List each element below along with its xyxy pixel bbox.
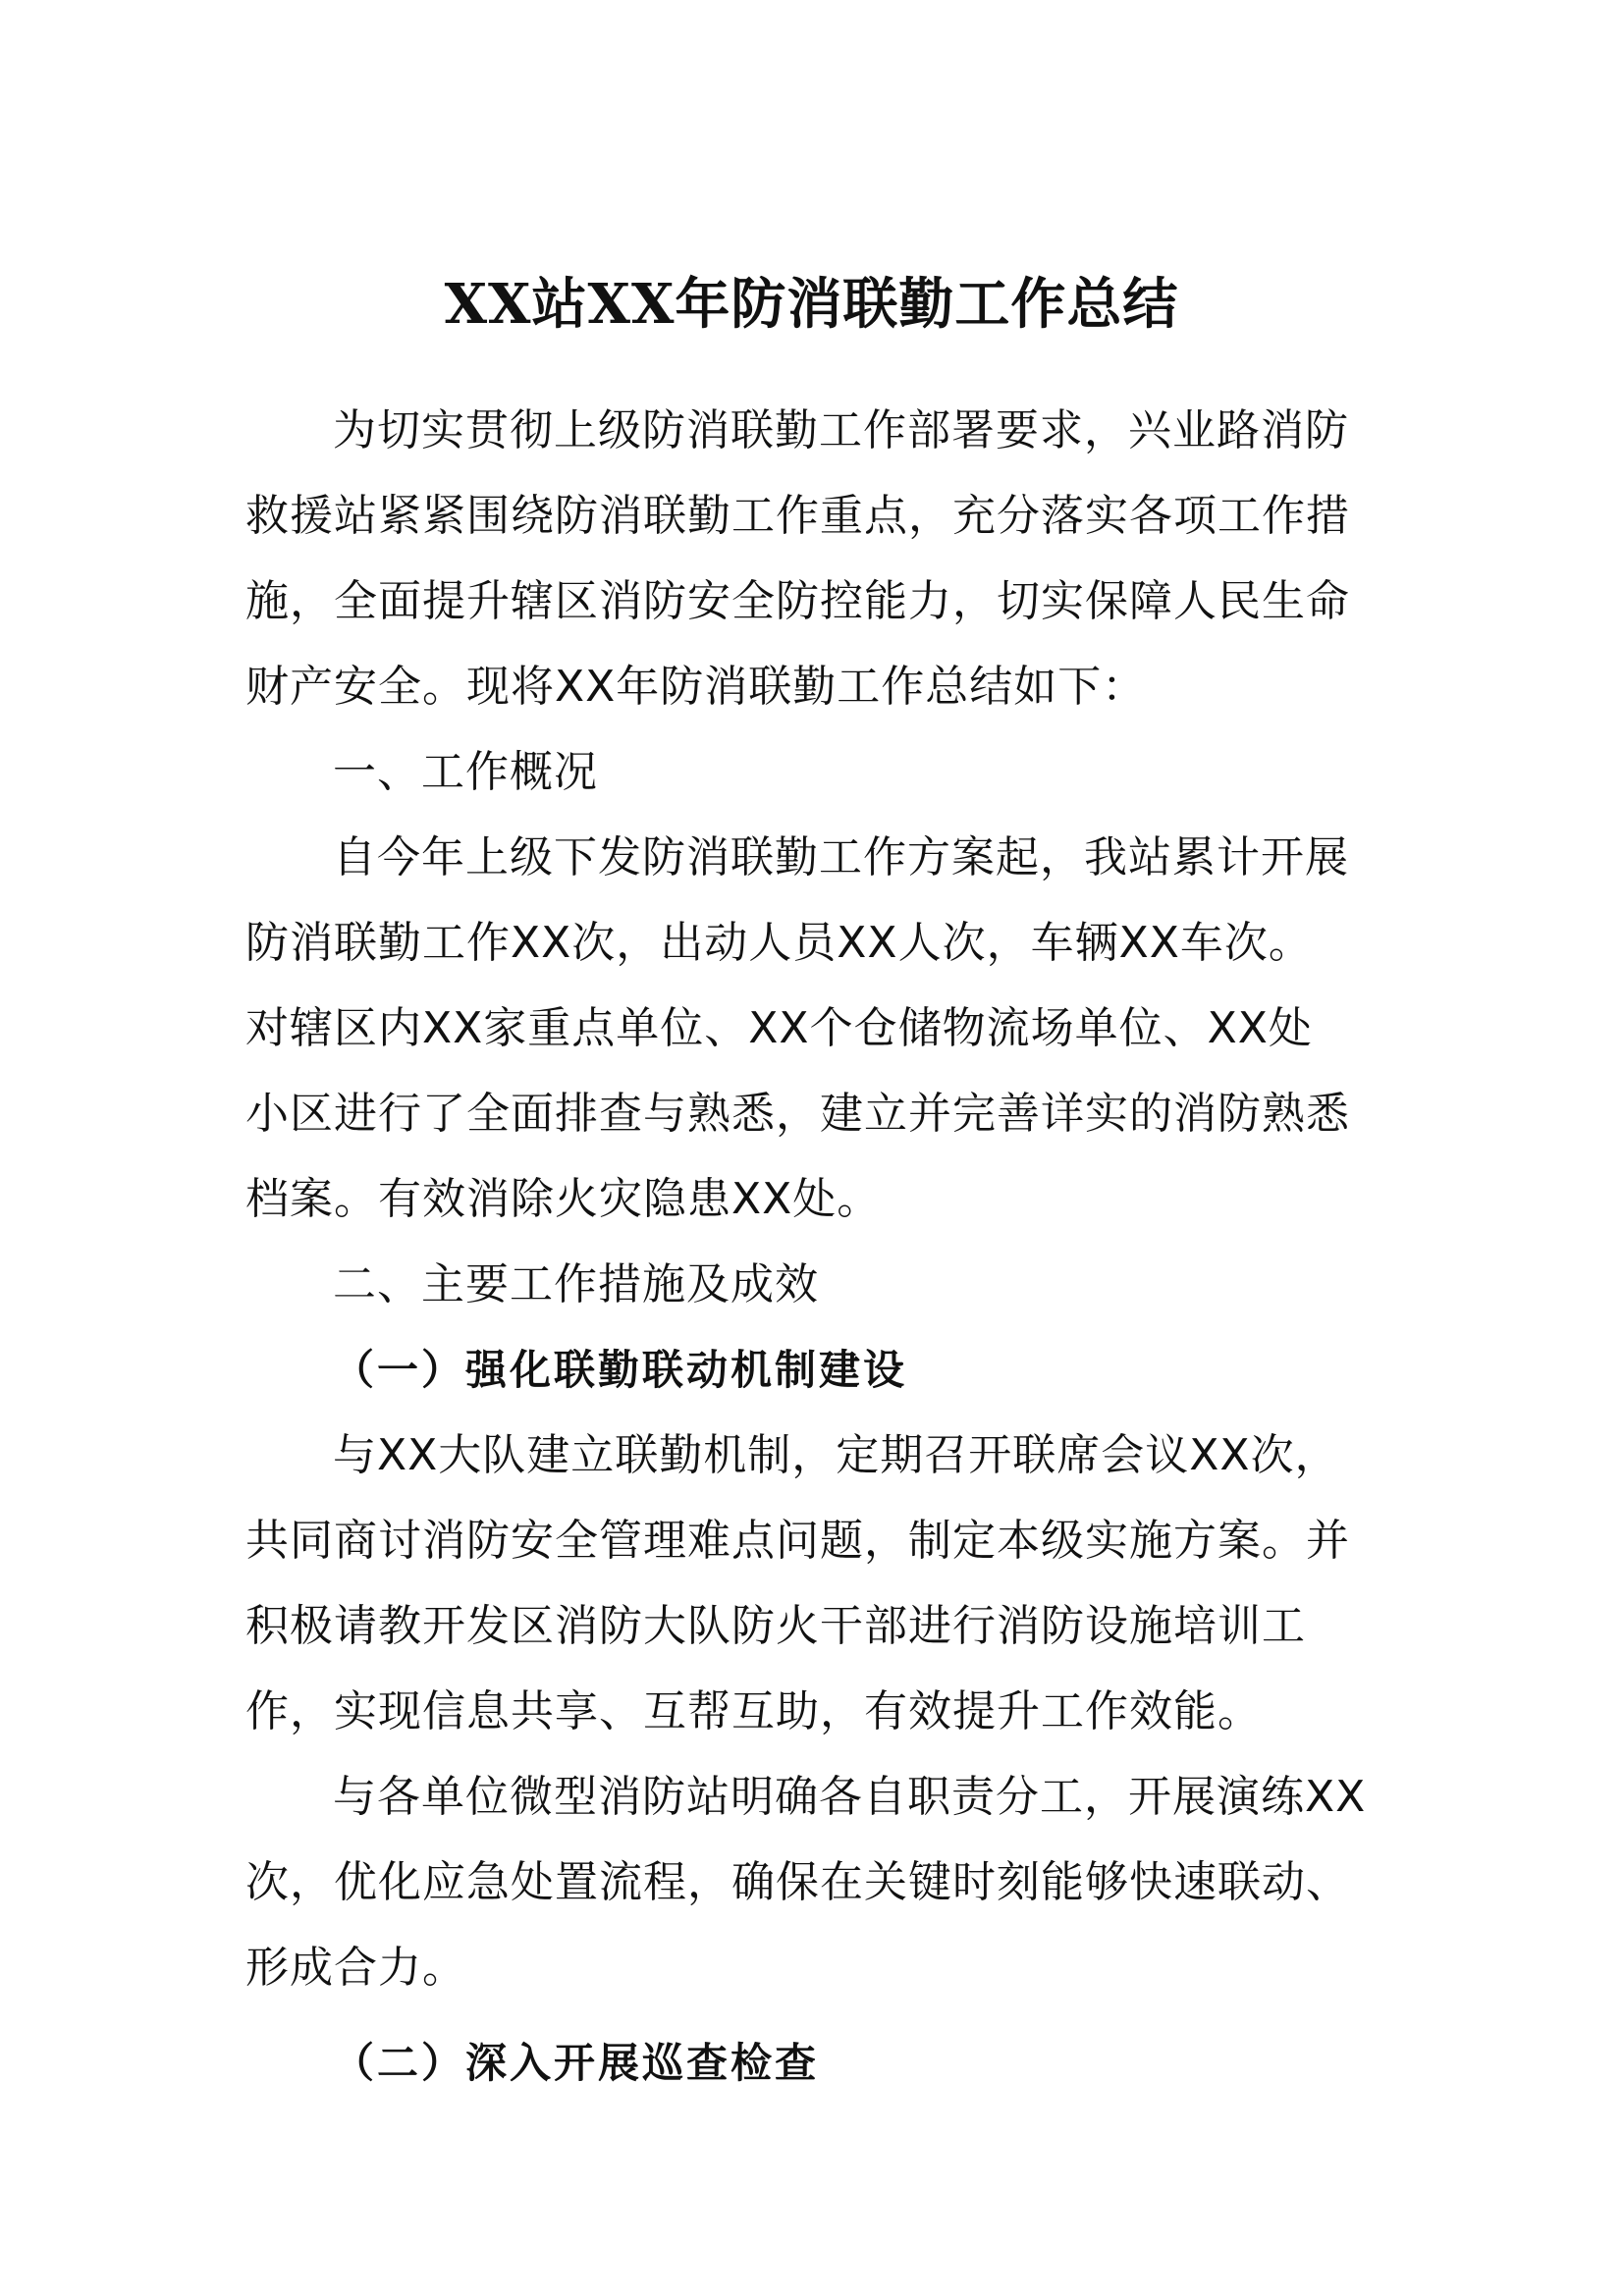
paragraph-line: 共同商讨消防安全管理难点问题，制定本级实施方案。并 bbox=[245, 1516, 1350, 1566]
paragraph-line: 次，优化应急处置流程，确保在关键时刻能够快速联动、 bbox=[245, 1857, 1350, 1907]
section-heading: 一、工作概况 bbox=[333, 747, 598, 797]
paragraph-line: 财产安全。现将XX年防消联勤工作总结如下： bbox=[245, 662, 1147, 712]
paragraph-line: 档案。有效消除火灾隐患XX处。 bbox=[245, 1174, 882, 1224]
spacer bbox=[245, 2010, 1384, 2020]
paragraph-line: 防消联勤工作XX次，出动人员XX人次，车辆XX车次。 bbox=[245, 918, 1313, 968]
paragraph-line: 对辖区内XX家重点单位、XX个仓储物流场单位、XX处 bbox=[245, 1003, 1313, 1053]
paragraph-line: 小区进行了全面排查与熟悉，建立并完善详实的消防熟悉 bbox=[245, 1089, 1350, 1139]
subsection-heading: （二）深入开展巡查检查 bbox=[333, 2039, 820, 2087]
document-body bbox=[245, 388, 1384, 2106]
paragraph-line: 与XX大队建立联勤机制，定期召开联席会议XX次， bbox=[333, 1430, 1339, 1480]
paragraph-line: 形成合力。 bbox=[245, 1943, 466, 1993]
paragraph-line: 积极请教开发区消防大队防火干部进行消防设施培训工 bbox=[245, 1601, 1306, 1651]
document-title: XX站XX年防消联勤工作总结 bbox=[444, 272, 1179, 337]
paragraph-line: 与各单位微型消防站明确各自职责分工，开展演练XX bbox=[333, 1772, 1367, 1822]
paragraph-line: 为切实贯彻上级防消联勤工作部署要求，兴业路消防 bbox=[333, 405, 1349, 455]
paragraph-line: 作，实现信息共享、互帮互助，有效提升工作效能。 bbox=[245, 1686, 1262, 1736]
paragraph-line: 救援站紧紧围绕防消联勤工作重点，充分落实各项工作措 bbox=[245, 491, 1350, 541]
subsection-heading: （一）强化联勤联动机制建设 bbox=[333, 1346, 908, 1394]
paragraph-line: 施，全面提升辖区消防安全防控能力，切实保障人民生命 bbox=[245, 576, 1350, 626]
paragraph-line: 自今年上级下发防消联勤工作方案起，我站累计开展 bbox=[333, 832, 1349, 882]
section-heading: 二、主要工作措施及成效 bbox=[333, 1259, 819, 1309]
